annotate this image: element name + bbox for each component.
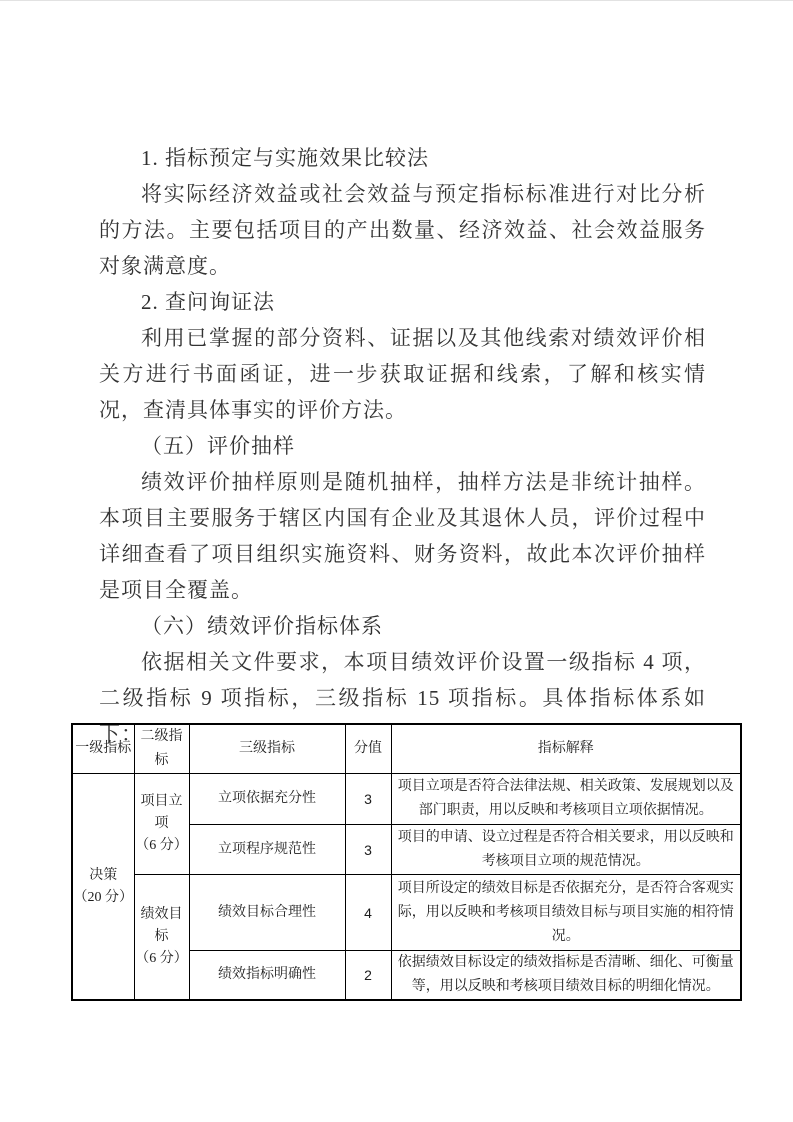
score-cell: 4 [345,875,391,951]
level3-cell: 绩效目标合理性 [189,875,345,951]
level2-cell-project-setup [134,774,189,875]
explanation-cell: 项目所设定的绩效目标是否依据充分，是否符合客观实际，用以反映和考核项目绩效目标与项目实施的相符情况。 [391,875,741,951]
method-1-heading: 1. 指标预定与实施效果比较法 [141,146,429,170]
method-1-body: 将实际经济效益或社会效益与预定指标标准进行对比分析的方法。主要包括项目的产出数量、经济效益、社会效益服务对象满意度。 [99,182,706,278]
method-2-body: 利用已掌握的部分资料、证据以及其他线索对绩效评价相关方进行书面函证，进一步获取证据和线索，了解和核实情况，查清具体事实的评价方法。 [99,326,706,422]
section-5-body: 绩效评价抽样原则是随机抽样，抽样方法是非统计抽样。本项目主要服务于辖区内国有企业及其退休人员，评价过程中详细查看了项目组织实施资料、财务资料，故此本次评价抽样是项目全覆盖。 [99,470,706,602]
level2-label: 绩效目标 [140,907,183,944]
table-row [72,774,741,825]
section-6-heading: （六）绩效评价指标体系 [141,614,383,638]
score-cell: 3 [345,825,391,875]
level1-cell-decision [72,774,134,1001]
table-header-row [72,724,741,774]
level3-cell: 绩效指标明确性 [189,951,345,1001]
header-level1: 一级指标 [72,724,134,774]
level3-cell: 立项程序规范性 [189,825,345,875]
body-text-block [99,140,706,752]
section-5-heading: （五）评价抽样 [141,434,295,458]
level1-label: 决策 [89,867,118,883]
level2-score: （6 分） [135,838,188,853]
indicator-system-table [71,723,742,1001]
level3-cell: 立项依据充分性 [189,774,345,825]
score-cell: 3 [345,774,391,825]
table-row [72,875,741,951]
method-2-heading: 2. 查问询证法 [141,290,275,314]
score-cell: 2 [345,951,391,1001]
explanation-cell: 项目立项是否符合法律法规、相关政策、发展规划以及部门职责，用以反映和考核项目立项依据情况。 [391,774,741,825]
header-level3: 三级指标 [189,724,345,774]
level2-cell-performance-goal [134,875,189,1001]
document-page [0,1,793,1122]
level2-label: 项目立项 [140,794,183,831]
level1-score: （20 分） [73,889,133,905]
header-level2: 二级指标 [134,724,189,774]
explanation-cell: 项目的申请、设立过程是否符合相关要求，用以反映和考核项目立项的规范情况。 [391,825,741,875]
header-score: 分值 [345,724,391,774]
header-explanation: 指标解释 [391,724,741,774]
section-6-body: 依据相关文件要求，本项目绩效评价设置一级指标 4 项，二级指标 9 项指标，三级指标 15 项指标。具体指标体系如下： [99,650,706,746]
explanation-cell: 依据绩效目标设定的绩效指标是否清晰、细化、可衡量等，用以反映和考核项目绩效目标的明细化情况。 [391,951,741,1001]
level2-score: （6 分） [135,951,188,966]
